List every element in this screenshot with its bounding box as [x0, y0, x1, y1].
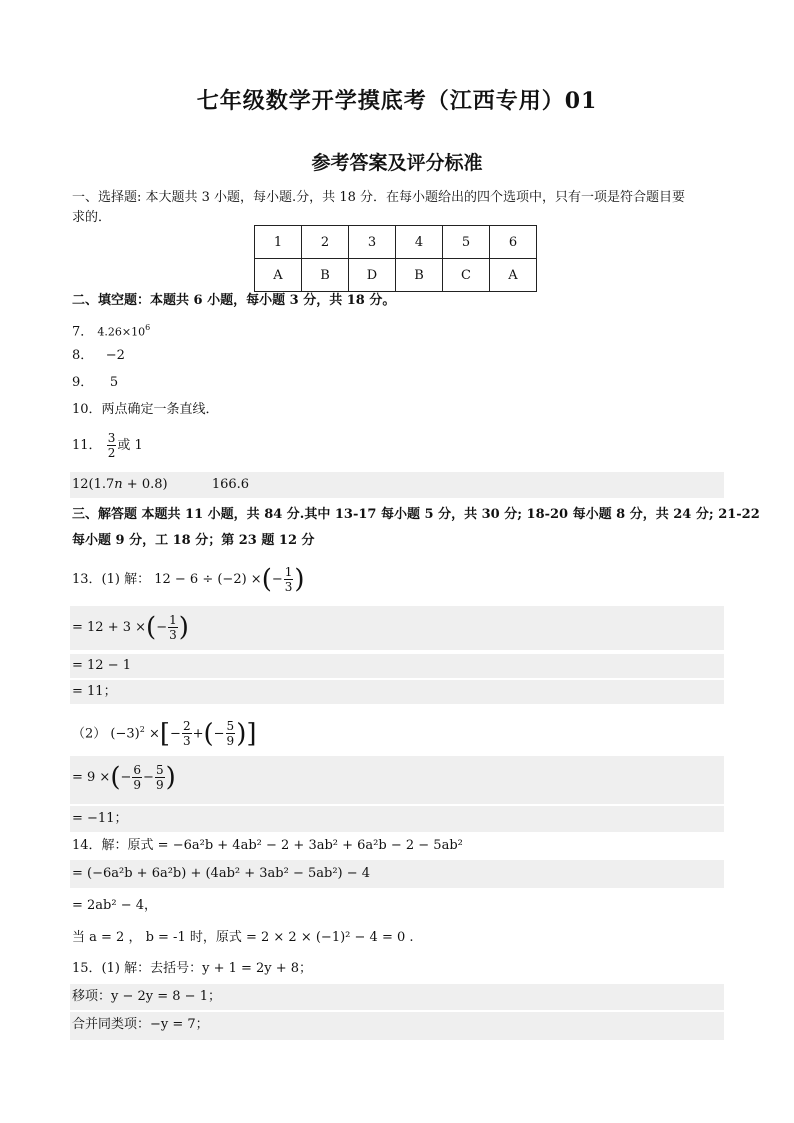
table-cell: 3 [349, 226, 396, 259]
q13-2-line: （2） $(-3)^2$ ×[− $\frac{2}{3}$ +(− $\frac{5}{9}$ )] [72, 718, 257, 749]
q13-2-step2: = −11； [72, 811, 128, 826]
fraction [182, 719, 192, 748]
table-cell: D [349, 259, 396, 292]
q11-line [72, 428, 143, 464]
section3-header-line1: 三、解答题 本题共 11 小题，共 84 分.其中 13-17 每小题 5 分，共 30 分; 18-20 每小题 8 分，共 24 分; 21-22 [72, 507, 760, 522]
table-cell: 2 [302, 226, 349, 259]
shaded-band [70, 680, 724, 704]
plus-sign: + [192, 726, 204, 742]
q7-answer: 4.26×10 [97, 325, 146, 339]
q7-exponent: 6 [145, 323, 151, 332]
fraction-denominator: 3 [169, 628, 177, 642]
fraction-denominator: 3 [284, 580, 293, 594]
q7-line [72, 318, 150, 342]
table-cell: B [302, 259, 349, 292]
section1-header-line2: 求的． [72, 210, 112, 225]
fraction-numerator: 5 [226, 719, 235, 734]
fraction-denominator: 3 [182, 734, 191, 749]
fraction-numerator: 6 [133, 763, 142, 777]
shaded-band [70, 806, 724, 832]
step-expression: = 12 + 3 × [72, 620, 147, 635]
q12-expr: 12(1.7 [72, 477, 115, 492]
q9-label: 9． [72, 375, 94, 390]
q10-line: 10．两点确定一条直线． [72, 402, 219, 417]
fraction [155, 763, 165, 792]
q14-line1: 14．解：原式 = −6a²b + 4ab² − 2 + 3ab² + 6a²b − 2 − 5ab² [72, 838, 463, 853]
fraction [284, 565, 294, 594]
table-cell: 4 [396, 226, 443, 259]
fraction-numerator: 3 [107, 431, 116, 445]
q8-answer: −2 [105, 348, 125, 363]
q9-line [72, 373, 118, 393]
minus-sign: − [271, 572, 283, 587]
section3-header-line2: 每小题 9 分，工 18 分；第 23 题 12 分 [72, 533, 315, 548]
fraction-numerator: 5 [155, 763, 164, 777]
q11-fraction [107, 431, 117, 460]
shaded-band [70, 654, 724, 678]
fraction-denominator: 9 [133, 778, 142, 792]
fraction [132, 763, 142, 792]
table-cell: 6 [490, 226, 537, 259]
q8-label: 8． [72, 348, 94, 363]
q13-2-step1: = 9 ×(− $\frac{6}{9}$ − $\frac{5}{9}$ ) [72, 762, 176, 793]
q12-expr-end: + 0.8) [122, 477, 168, 492]
q15-line2: 移项：y − 2y = 8 − 1； [72, 989, 221, 1004]
q14-line3: = 2ab² − 4， [72, 898, 158, 913]
q13-2-prefix: （2） [72, 726, 107, 742]
step-expression: = 9 × [72, 770, 111, 785]
q13-step2: = 12 − 1 [72, 658, 131, 673]
table-cell: A [490, 259, 537, 292]
fraction-denominator: 2 [107, 446, 116, 460]
fraction-numerator: 1 [284, 565, 293, 579]
fraction-denominator: 9 [226, 734, 235, 749]
fraction-numerator: 2 [182, 719, 191, 734]
minus-sign: − [170, 726, 181, 742]
fraction-denominator: 9 [155, 778, 164, 792]
page-subtitle: 参考答案及评分标准 [311, 152, 483, 174]
q12-value: 166.6 [211, 477, 250, 492]
answer-table-answers-row [255, 259, 537, 292]
q9-answer: 5 [109, 375, 119, 390]
minus-sign: − [143, 770, 154, 785]
q8-line [72, 346, 125, 366]
table-cell: A [255, 259, 302, 292]
q13-1-line: 13．(1) 解： 12 − 6 ÷ (−2) ×(− $\frac{1}{3}$ ) [72, 564, 305, 595]
q11-rest: 或 1 [117, 438, 143, 453]
table-cell: B [396, 259, 443, 292]
section2-header: 二、填空题：本题共 6 小题，每小题 3 分，共 18 分。 [72, 293, 396, 308]
q13-1-expr: 12 − 6 ÷ (−2) × [154, 572, 262, 587]
q14-line4: 当 a = 2 ， b = -1 时，原式 = 2 × 2 × (−1)² − 4 = 0 . [72, 930, 414, 945]
q13-1-prefix: 13．(1) 解： [72, 572, 151, 587]
minus-sign: − [213, 726, 225, 742]
table-cell: 5 [443, 226, 490, 259]
minus-sign: − [120, 770, 132, 785]
times-sign: × [148, 726, 160, 742]
q11-label: 11． [72, 438, 102, 453]
answer-table-numbers-row [255, 226, 537, 259]
q13-step3: = 11； [72, 684, 117, 699]
q13-step1: = 12 + 3 ×(− $\frac{1}{3}$ ) [72, 612, 189, 643]
table-cell: 1 [255, 226, 302, 259]
q12-variable: n [114, 477, 123, 492]
fraction [168, 613, 178, 642]
q12-line [72, 475, 249, 495]
fraction-numerator: 1 [169, 613, 177, 627]
power-exponent: 2 [139, 725, 145, 734]
fraction [226, 719, 236, 748]
minus-sign: − [156, 620, 168, 635]
section1-header-line1: 一、选择题: 本大题共 3 小题，每小题.分，共 18 分．在每小题给出的四个选项中，只有一项是符合题目要 [72, 190, 685, 205]
q7-label: 7． [72, 324, 94, 340]
answer-table [254, 225, 537, 292]
power-base: (−3) [110, 726, 140, 742]
q15-line1: 15．(1) 解：去括号：y + 1 = 2y + 8； [72, 961, 313, 976]
q14-line2: = (−6a²b + 6a²b) + (4ab² + 3ab² − 5ab²) − 4 [72, 866, 371, 881]
table-cell: C [443, 259, 490, 292]
page-title: 七年级数学开学摸底考（江西专用）01 [196, 88, 598, 114]
q15-line3: 合并同类项：−y = 7； [72, 1017, 209, 1032]
